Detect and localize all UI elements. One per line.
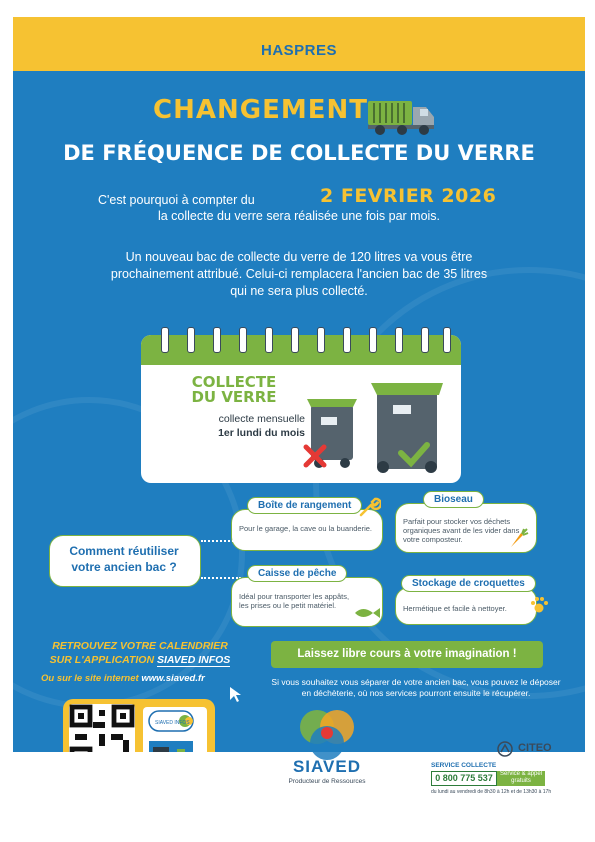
calendar-ring <box>213 327 221 353</box>
title-line2: DE FRÉQUENCE DE COLLECTE DU VERRE <box>63 141 535 165</box>
calendar-ring <box>161 327 169 353</box>
calendar-ring <box>343 327 351 353</box>
calendar-ring <box>187 327 195 353</box>
app-promo-prefix: SUR L'APPLICATION <box>49 654 155 666</box>
calendar-ring <box>421 327 429 353</box>
reuse-question: Comment réutiliser votre ancien bac ? <box>69 544 179 574</box>
garbage-truck-icon <box>366 97 438 137</box>
imagination-banner: Laissez libre cours à votre imagination ! <box>271 641 543 668</box>
idea-kibble-text: Hermétique et facile à nettoyer. <box>403 604 507 613</box>
app-promo-line1: RETROUVEZ VOTRE CALENDRIER <box>52 640 228 652</box>
calendar-title-line1: COLLECTE <box>191 373 277 391</box>
collection-frequency: collecte mensuelle <box>218 413 305 425</box>
connector-dots <box>201 540 241 542</box>
website-line <box>41 673 205 684</box>
idea-fishing-text: Idéal pour transporter les appâts, les prises ou le petit matériel. <box>239 592 350 610</box>
start-date: 2 FEVRIER 2026 <box>320 185 497 207</box>
paw-icon <box>529 595 549 615</box>
idea-storage-text: Pour le garage, la cave ou la buanderie. <box>239 524 373 533</box>
bins-illustration <box>301 375 451 475</box>
citeo-logo: CITEO <box>518 742 552 754</box>
idea-bioseau-text: Parfait pour stocker vos déchets organiques avant de les vider dans votre composteur. <box>403 517 520 544</box>
bin-info-paragraph: Un nouveau bac de collecte du verre de 120 litres va vous être prochainement attribué. Celui-ci remplacera l'ancien bac de 35 litres qui ne sera plus collecté. <box>110 250 488 298</box>
connector-dots <box>201 577 241 579</box>
flyer <box>13 17 585 825</box>
siaved-tagline: Producteur de Ressources <box>288 778 366 785</box>
app-icon-label: SIAVED INFOS <box>155 720 190 726</box>
calendar-ring <box>291 327 299 353</box>
siaved-logo <box>293 707 361 761</box>
disposal-note: Si vous souhaitez vous séparer de votre ancien bac, vous pouvez le déposer en déchèterie, où nos services pourront ensuite le récupérer. <box>271 677 561 698</box>
calendar-ring <box>395 327 403 353</box>
intro-prefix: C'est pourquoi à compter du <box>98 193 255 207</box>
calendar-title <box>191 375 277 405</box>
title-line1: CHANGEMENT <box>153 95 368 125</box>
idea-fishing-title: Caisse de pêche <box>247 565 347 582</box>
service-label: SERVICE COLLECTE <box>431 762 497 769</box>
collection-day: 1er lundi du mois <box>218 427 305 439</box>
wrench-icon <box>357 495 381 519</box>
idea-kibble-title: Stockage de croquettes <box>401 575 536 592</box>
service-tag: Service & appel gratuits <box>497 771 545 786</box>
website-link[interactable]: www.siaved.fr <box>141 673 205 684</box>
cursor-icon <box>227 685 245 703</box>
siaved-brand: SIAVED <box>292 757 362 776</box>
website-prefix: Ou sur le site internet <box>41 673 139 684</box>
calendar-ring <box>369 327 377 353</box>
service-hours: du lundi au vendredi de 8h30 à 12h et de 13h30 à 17h <box>431 789 552 795</box>
triman-icon <box>495 741 515 757</box>
calendar-subtitle <box>165 412 305 440</box>
town-name: HASPRES <box>260 42 338 59</box>
idea-storage-title: Boîte de rangement <box>247 497 362 514</box>
calendar-ring <box>265 327 273 353</box>
fish-icon <box>353 605 381 621</box>
app-name-link[interactable]: SIAVED INFOS <box>156 654 231 666</box>
service-phone[interactable]: 0 800 775 537 <box>431 771 497 786</box>
carrot-icon <box>507 527 529 549</box>
calendar-ring <box>317 327 325 353</box>
calendar-title-line2: DU VERRE <box>191 388 277 406</box>
app-promo-heading <box>35 639 245 667</box>
idea-bioseau-title: Bioseau <box>423 491 484 508</box>
intro-suffix: la collecte du verre sera réalisée une fois par mois. <box>157 209 441 223</box>
calendar-ring <box>443 327 451 353</box>
calendar-ring <box>239 327 247 353</box>
